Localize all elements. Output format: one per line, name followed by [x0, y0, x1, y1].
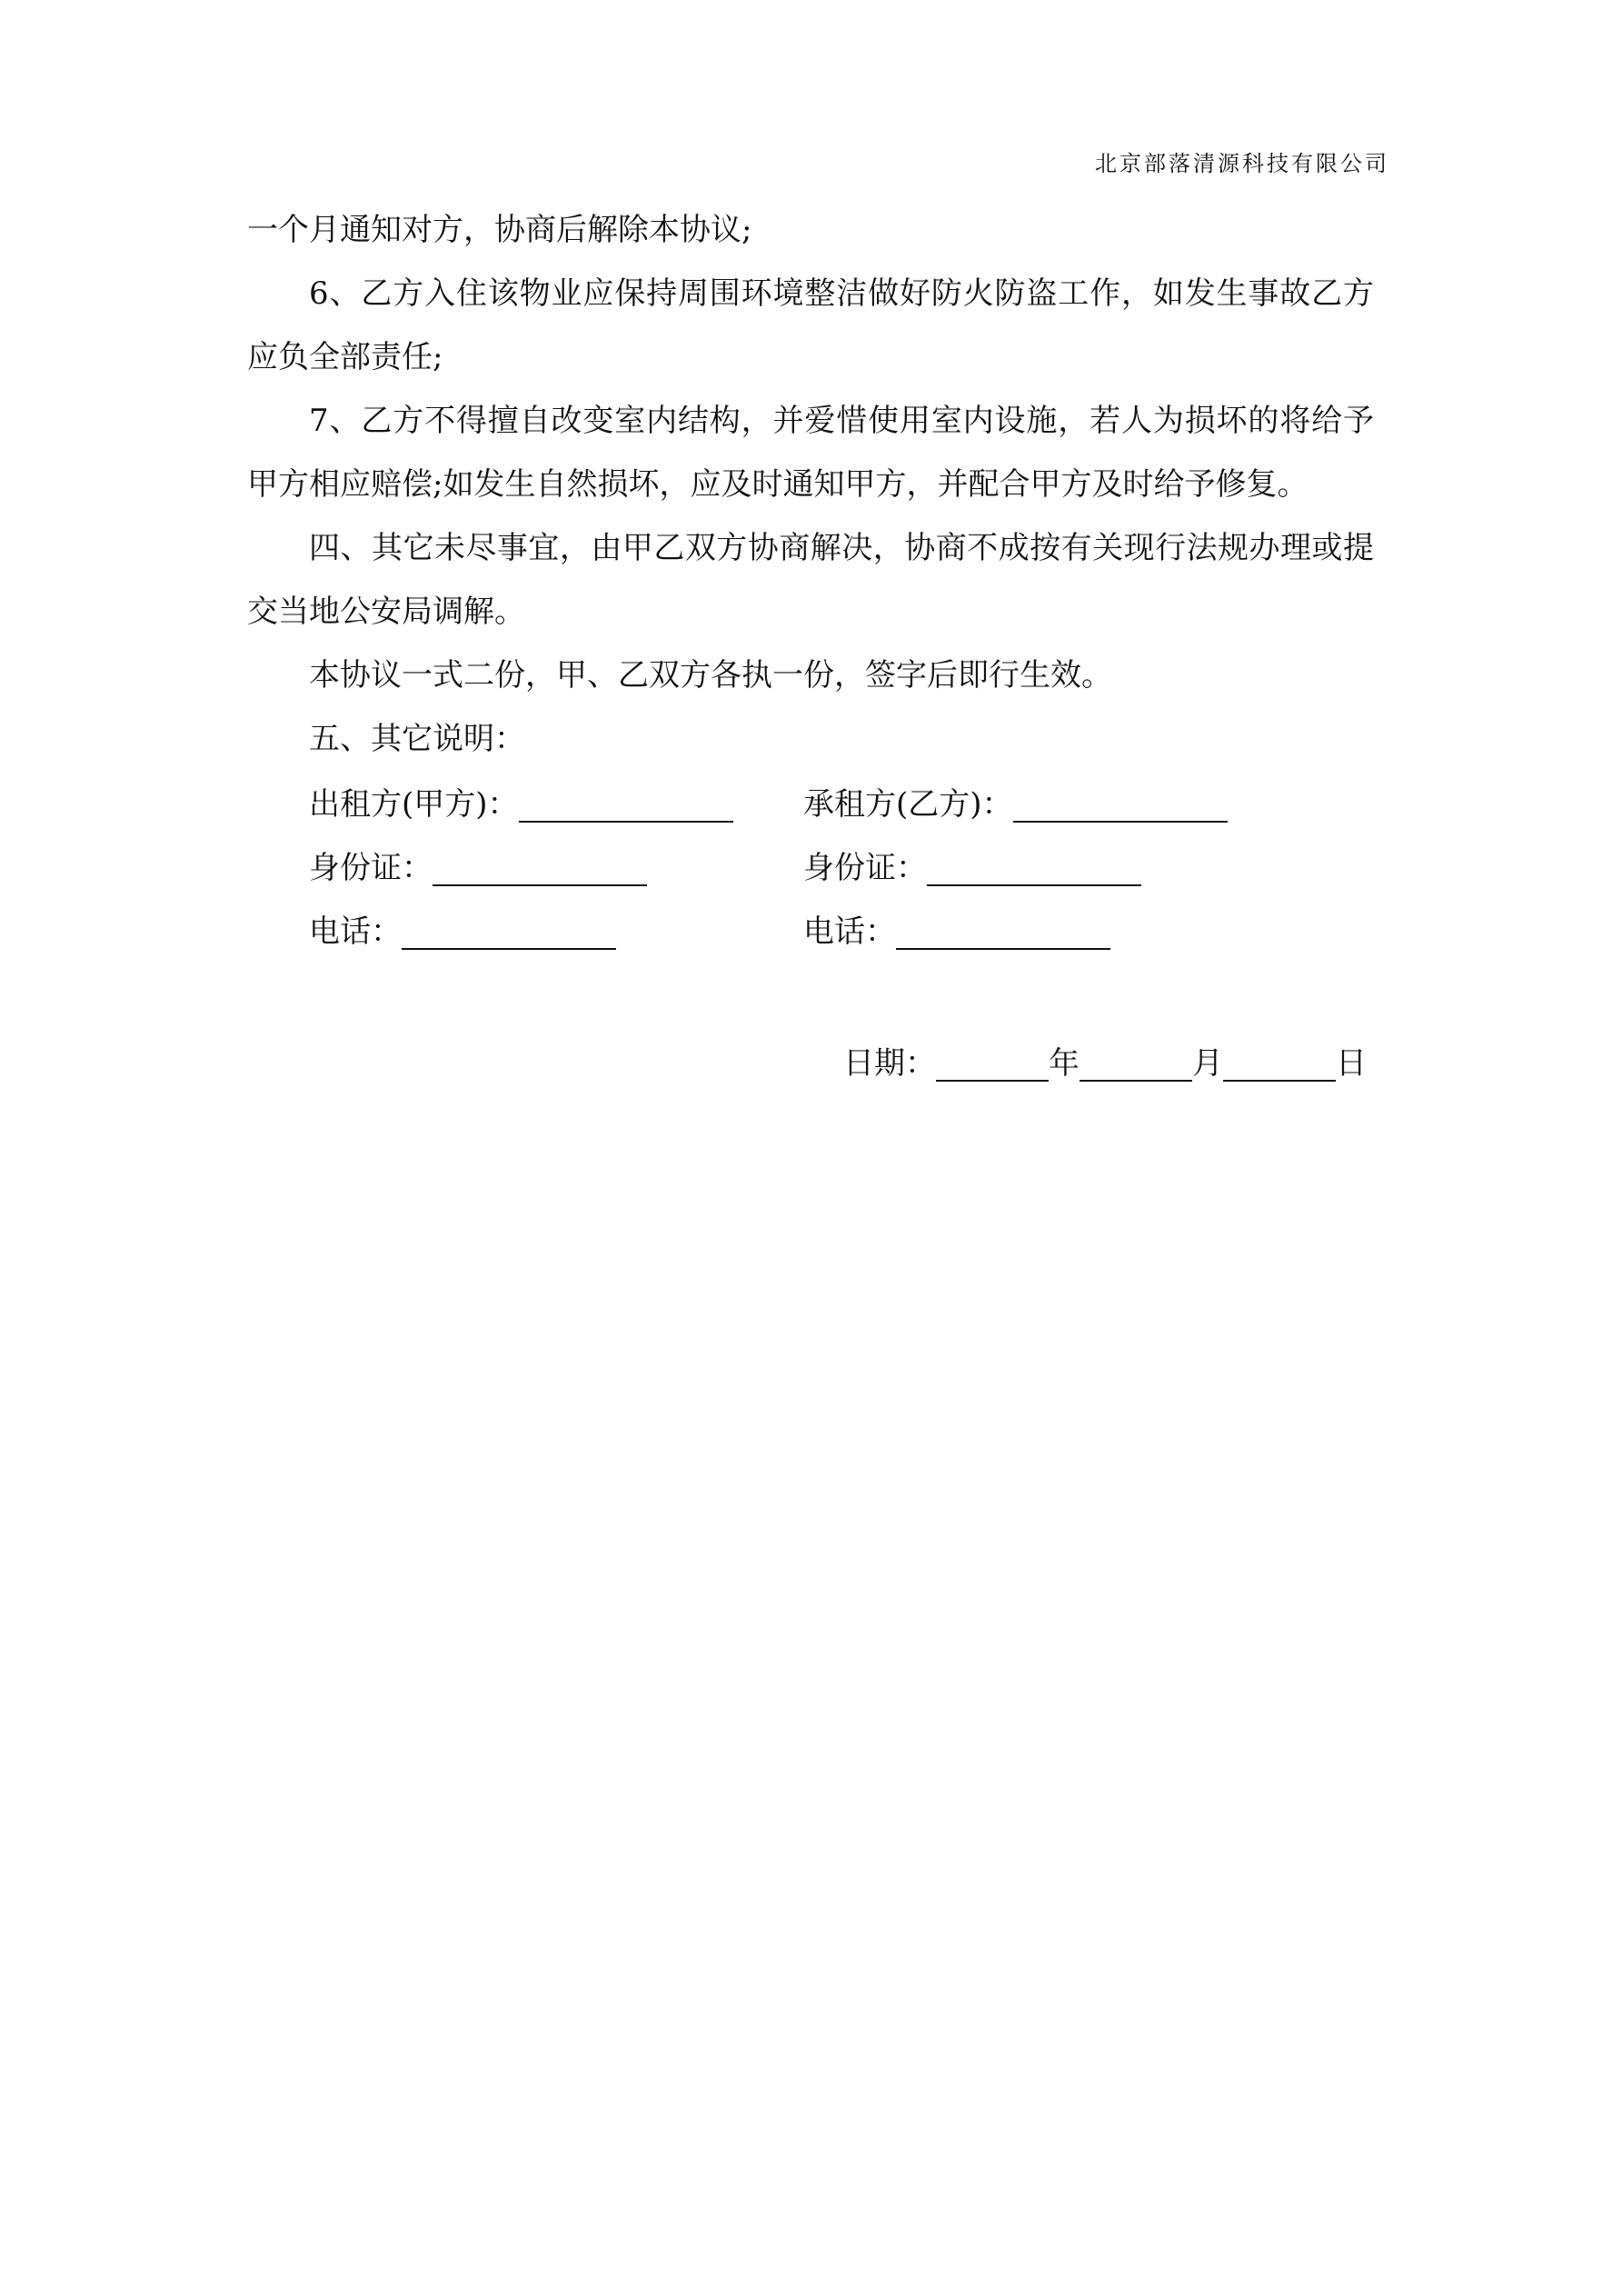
lessor-id-line	[309, 850, 647, 886]
lessee-blank[interactable]	[1013, 790, 1228, 823]
month-blank[interactable]	[1080, 1049, 1192, 1082]
lessee-phone-line	[803, 913, 1110, 950]
date-label: 日期：	[843, 1045, 936, 1082]
lessor-phone-line	[309, 913, 616, 950]
lessor-phone-blank[interactable]	[402, 917, 616, 950]
day-label: 日	[1336, 1045, 1367, 1082]
lessor-id-label: 身份证：	[309, 850, 433, 886]
clause-five: 五、其它说明：	[309, 721, 525, 757]
day-blank[interactable]	[1223, 1049, 1336, 1082]
month-label: 月	[1192, 1045, 1223, 1082]
year-blank[interactable]	[936, 1049, 1049, 1082]
lessor-phone-label: 电话：	[309, 913, 402, 950]
paragraph-continuation: 一个月通知对方，协商后解除本协议;	[247, 212, 752, 248]
date-line	[843, 1045, 1367, 1082]
year-label: 年	[1049, 1045, 1080, 1082]
copies-statement: 本协议一式二份，甲、乙双方各执一份，签字后即行生效。	[309, 657, 1112, 694]
lessee-id-line	[803, 850, 1141, 886]
lessee-phone-blank[interactable]	[896, 917, 1110, 950]
lessee-id-blank[interactable]	[927, 854, 1141, 886]
lessor-label: 出租方(甲方)：	[309, 786, 519, 823]
clause-four: 四、其它未尽事宜，由甲乙双方协商解决，协商不成按有关现行法规办理或提交当地公安局调解。	[247, 530, 1374, 630]
lessor-blank[interactable]	[519, 790, 733, 823]
lessee-id-label: 身份证：	[803, 850, 927, 886]
lessor-id-blank[interactable]	[433, 854, 647, 886]
lessee-line	[803, 786, 1228, 823]
lessor-line	[309, 786, 733, 823]
lessee-phone-label: 电话：	[803, 913, 896, 950]
lessee-label: 承租方(乙方)：	[803, 786, 1013, 823]
company-header: 北京部落清源科技有限公司	[1095, 151, 1389, 176]
clause-6: 6、乙方入住该物业应保持周围环境整洁做好防火防盗工作，如发生事故乙方应负全部责任;	[247, 275, 1374, 375]
clause-7: 7、乙方不得擅自改变室内结构，并爱惜使用室内设施，若人为损坏的将给予甲方相应赔偿;如发生自然损坏，应及时通知甲方，并配合甲方及时给予修复。	[247, 403, 1374, 503]
